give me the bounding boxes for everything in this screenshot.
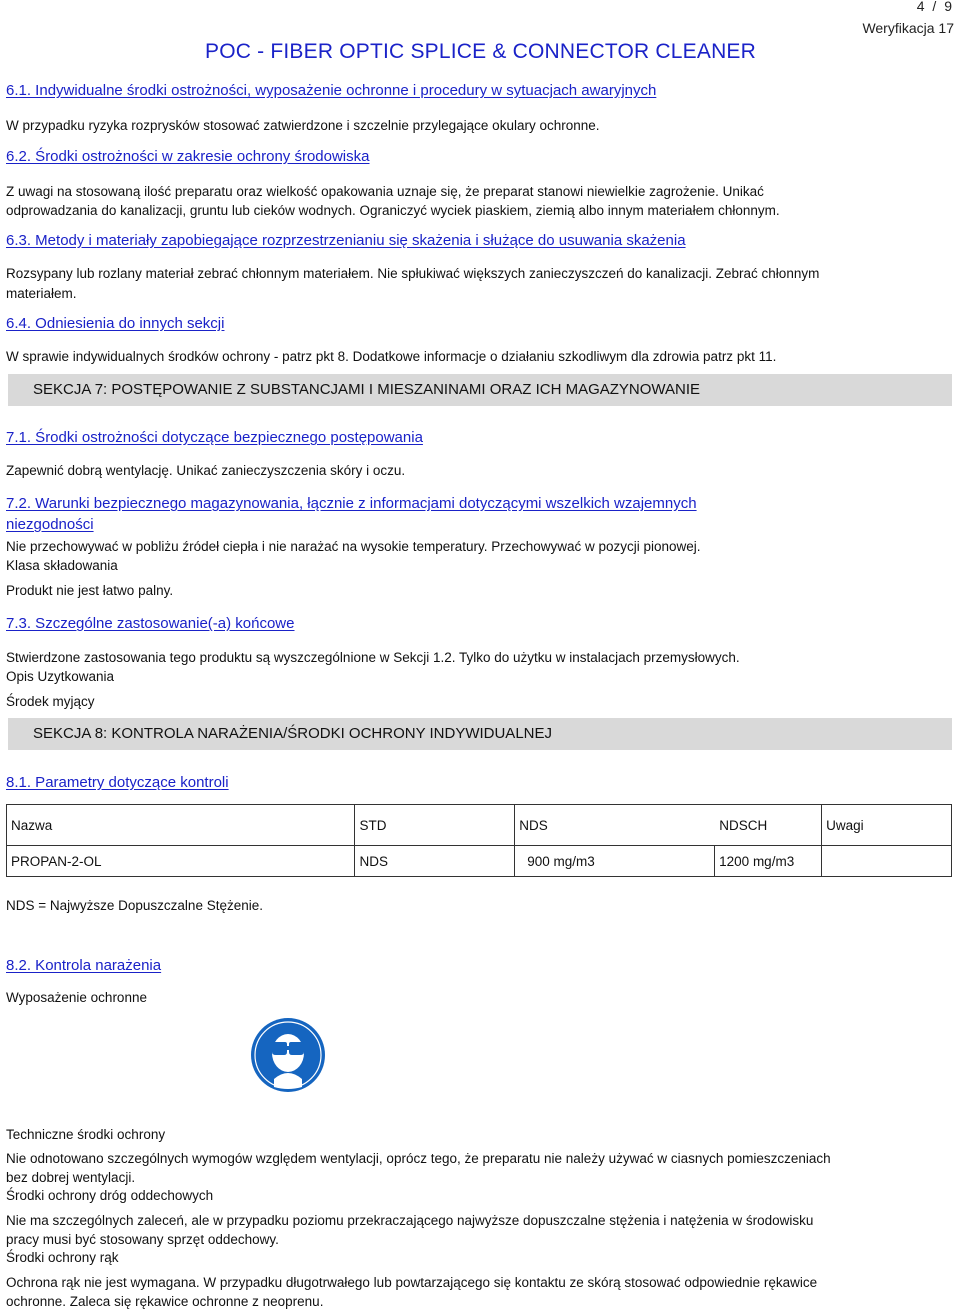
resp-line2: pracy musi być stosowany sprzęt oddechowy. <box>6 1232 279 1247</box>
heading-7-2-line1: 7.2. Warunki bezpiecznego magazynowania, łącznie z informacjami dotyczącymi wszelkich wzajemnych <box>6 495 697 512</box>
col-header-nds: NDS <box>519 817 548 833</box>
text-7-3: Stwierdzone zastosowania tego produktu są wyszczególnione w Sekcji 1.2. Tylko do użytku w instalacjach przemysłowych. <box>6 650 740 665</box>
tech-line1: Nie odnotowano szczególnych wymogów względem wentylacji, oprócz tego, że preparatu nie należy używać w ciasnych pomieszczeniach <box>6 1151 831 1166</box>
cell-nds: 900 mg/m3 <box>515 846 715 877</box>
col-header-std: STD <box>355 805 515 846</box>
section-7-title: SEKCJA 7: POSTĘPOWANIE Z SUBSTANCJAMI I MIESZANINAMI ORAZ ICH MAGAZYNOWANIE <box>33 381 701 398</box>
tech-line2: bez dobrej wentylacji. <box>6 1170 136 1185</box>
text-6-1: W przypadku ryzyka rozprysków stosować zatwierdzone i szczelnie przylegające okulary ochronne. <box>6 118 600 133</box>
hand-line2: ochronne. Zaleca się rękawice ochronne z neoprenu. <box>6 1294 324 1309</box>
section-8-header <box>8 718 952 750</box>
hand-line1: Ochrona rąk nie jest wymagana. W przypadku długotrwałego lub powtarzającego się kontaktu ze skórą stosować odpowiednie rękawice <box>6 1275 818 1290</box>
section-7-header <box>8 374 952 406</box>
col-header-name: Nazwa <box>7 805 355 846</box>
heading-7-1: 7.1. Środki ostrożności dotyczące bezpiecznego postępowania <box>6 429 423 446</box>
cell-std: NDS <box>355 846 515 877</box>
text-6-2-line1: Z uwagi na stosowaną ilość preparatu oraz wielkość opakowania uznaje się, że preparat stanowi niewielkie zagrożenie. Unikać <box>6 184 764 199</box>
heading-6-2: 6.2. Środki ostrożności w zakresie ochrony środowiska <box>6 148 370 165</box>
nds-note: NDS = Najwyższe Dopuszczalne Stężenie. <box>6 898 263 913</box>
cell-notes <box>822 846 952 877</box>
tech-label: Techniczne środki ochrony <box>6 1127 166 1142</box>
storage-class-value: Produkt nie jest łatwo palny. <box>6 583 174 598</box>
version-label: Weryfikacja 17 <box>862 20 954 36</box>
heading-7-3: 7.3. Szczególne zastosowanie(-a) końcowe <box>6 615 295 632</box>
col-header-notes: Uwagi <box>822 805 952 846</box>
col-header-nds-group <box>515 805 822 846</box>
ppe-label: Wyposażenie ochronne <box>6 990 147 1005</box>
document-title: POC - FIBER OPTIC SPLICE & CONNECTOR CLEANER <box>205 40 757 63</box>
hand-label: Środki ochrony rąk <box>6 1250 119 1265</box>
heading-6-3: 6.3. Metody i materiały zapobiegające rozprzestrzenianiu się skażenia i służące do usuwania skażenia <box>6 232 686 249</box>
heading-8-2: 8.2. Kontrola narażenia <box>6 957 162 974</box>
heading-8-1: 8.1. Parametry dotyczące kontroli <box>6 774 229 791</box>
usage-label: Opis Uzytkowania <box>6 669 115 684</box>
resp-line1: Nie ma szczególnych zaleceń, ale w przypadku poziomu przekraczającego najwyższe dopuszczalne stężenia i natężenia w środowisku <box>6 1213 814 1228</box>
text-6-3-line2: materiałem. <box>6 286 77 301</box>
col-header-ndsch: NDSCH <box>719 817 768 833</box>
text-6-4: W sprawie indywidualnych środków ochrony - patrz pkt 8. Dodatkowe informacje o działaniu szkodliwym dla zdrowia patrz pkt 11. <box>6 349 777 364</box>
usage-value: Środek myjący <box>6 694 95 709</box>
text-6-2-line2: odprowadzania do kanalizacji, gruntu lub cieków wodnych. Ograniczyć wyciek piaskiem, ziemią albo innym materiałem chłonnym. <box>6 203 780 218</box>
text-7-2: Nie przechowywać w pobliżu źródeł ciepła i nie narażać na wysokie temperatury. Przechowywać w pozycji pionowej. <box>6 539 701 554</box>
safety-goggles-icon <box>250 1017 326 1093</box>
resp-label: Środki ochrony dróg oddechowych <box>6 1188 214 1203</box>
table-header-row <box>7 805 952 846</box>
text-7-1: Zapewnić dobrą wentylację. Unikać zanieczyszczenia skóry i oczu. <box>6 463 406 478</box>
heading-6-1: 6.1. Indywidualne środki ostrożności, wyposażenie ochronne i procedury w sytuacjach awaryjnych <box>6 82 657 99</box>
text-6-3-line1: Rozsypany lub rozlany materiał zebrać chłonnym materiałem. Nie spłukiwać większych zanieczyszczeń do kanalizacji. Zebrać chłonnym <box>6 266 820 281</box>
table-row <box>7 846 952 877</box>
heading-6-4: 6.4. Odniesienia do innych sekcji <box>6 315 225 332</box>
cell-name: PROPAN-2-OL <box>7 846 355 877</box>
section-8-title: SEKCJA 8: KONTROLA NARAŻENIA/ŚRODKI OCHRONY INDYWIDUALNEJ <box>33 725 552 742</box>
exposure-limits-table <box>6 804 952 877</box>
heading-7-2-line2: niezgodności <box>6 516 94 533</box>
cell-ndsch: 1200 mg/m3 <box>715 846 822 877</box>
page-number: 4 / 9 <box>916 0 954 14</box>
storage-class-label: Klasa składowania <box>6 558 118 573</box>
